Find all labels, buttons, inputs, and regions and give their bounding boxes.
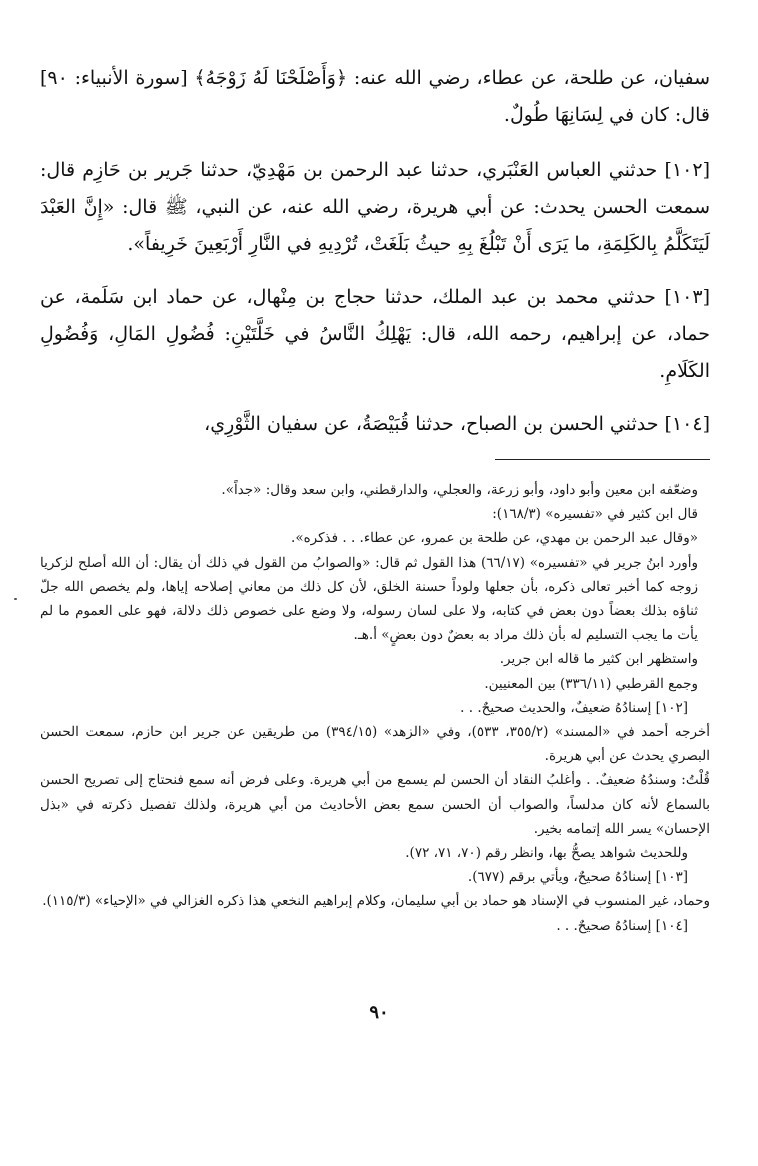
hadith-102: [١٠٢] حدثني العباس العَنْبَري، حدثنا عبد الرحمن بن مَهْدِيّ، حدثنا جَرير بن حَازِم قال: سمعت الحسن يحدث: عن أبي هريرة، رضي الله عنه، عن النبي، ﷺ قال: «إِنَّ العَبْدَ لَيَتَكَلَّمُ بِالكَلِمَةِ، ما يَرَى أَنْ تَبْلُغَ بِهِ حيثُ بَلَغَتْ، تُرْدِيهِ في النَّارِ أَرْبَعِينَ خَرِيفاً».: [40, 159, 710, 255]
footnote-divider: [495, 459, 710, 460]
footnote-line: وجمع القرطبي (٣٣٦/١١) بين المعنيين.: [484, 675, 698, 692]
page-number: ٩٠: [369, 1002, 389, 1023]
footnote-line: أخرجه أحمد في «المسند» (٣٥٥/٢، ٥٣٣)، وفي «الزهد» (٣٩٤/١٥) من طريقين عن جرير ابن حازم، سمعت الحسن البصري يحدث عن أبي هريرة.: [40, 724, 710, 765]
footnote-line: [١٠٣] إسنادُهُ صحيحٌ، ويأتي برقم (٦٧٧).: [467, 869, 688, 886]
footnote-line: قال ابن كثير في «تفسيره» (١٦٨/٣):: [492, 506, 698, 523]
paragraph-continuation: سفيان، عن طلحة، عن عطاء، رضي الله عنه: ﴿وَأَصْلَحْنَا لَهُ زَوْجَهُ﴾ [سورة الأنبياء: ٩٠] قال: كان في لِسَانِهَا طُولٌ.: [40, 67, 710, 126]
footnote-line: وحماد، غير المنسوب في الإسناد هو حماد بن أبي سليمان، وكلام إبراهيم النخعي هذا ذكره الغزالي في «الإحياء» (١١٥/٣).: [42, 893, 710, 910]
hadith-104: [١٠٤] حدثني الحسن بن الصباح، حدثنا قُبَيْصَةُ، عن سفيان الثَّوْرِي،: [204, 413, 710, 435]
scan-speck: [14, 598, 17, 600]
footnote-line: قُلْتُ: وسندُهُ ضعيفٌ. . وأغلبُ النقاد أن الحسن لم يسمع من أبي هريرة. وعلى فرض أنه سمع فنحتاج إلى تصريح الحسن بالسماع لأنه كان مدلساً، والصواب أن الحسن سمع بعض الأحاديث من أبي هريرة، ولذلك تفصيل ذكرته في «بذل الإحسان» يسر الله إتمامه بخير.: [40, 772, 710, 837]
footnotes: [40, 478, 710, 938]
book-page: [40, 60, 710, 938]
footnote-line: «وقال عبد الرحمن بن مهدي، عن طلحة بن عمرو، عن عطاء. . . فذكره».: [291, 530, 698, 547]
footnote-line: [١٠٤] إسنادُهُ صحيحٌ. . .: [556, 917, 688, 934]
athar-103: [١٠٣] حدثني محمد بن عبد الملك، حدثنا حجاج بن مِنْهال، عن حماد ابن سَلَمة، عن حماد، عن إبراهيم، رحمه الله، قال: يَهْلِكُ النَّاسُ في خَلَّتَيْنِ: فُضُولِ المَالِ، وَفُضُولِ الكَلَامِ.: [40, 286, 710, 382]
footnote-line: وللحديث شواهد يصحُّ بها، وانظر رقم (٧٠، ٧١، ٧٢).: [405, 845, 688, 862]
footnote-line: واستظهر ابن كثير ما قاله ابن جرير.: [499, 651, 698, 668]
footnote-line: وأورد ابنُ جرير في «تفسيره» (٦٦/١٧) هذا القول ثم قال: «والصوابُ من القول في ذلك أن يقال: أن الله أصلح لزكريا زوجه كما أخبر تعالى ذكره، بأن جعلها ولوداً حسنة الخلق، لأن كل ذلك من معاني إصلاحه إياها، ولم يخصص الله جلّ ثناؤه بذلك بعضاً دون بعض في كتابه، ولا على لسان رسوله، ولا وضع على خصوص ذلك دلالة، فهو على العموم ما لم يأت ما يجب التسليم له بأن ذلك مراد به بعضٌ دون بعضٍ» أ.هـ.: [40, 554, 699, 644]
footnote-line: وضعّفه ابن معين وأبو داود، وأبو زرعة، والعجلي، والدارقطني، وابن سعد وقال: «جداً».: [221, 482, 698, 498]
main-text: [40, 60, 710, 443]
footnote-line: [١٠٢] إسنادُهُ ضعيفٌ، والحديث صحيحٌ. . .: [460, 699, 688, 716]
